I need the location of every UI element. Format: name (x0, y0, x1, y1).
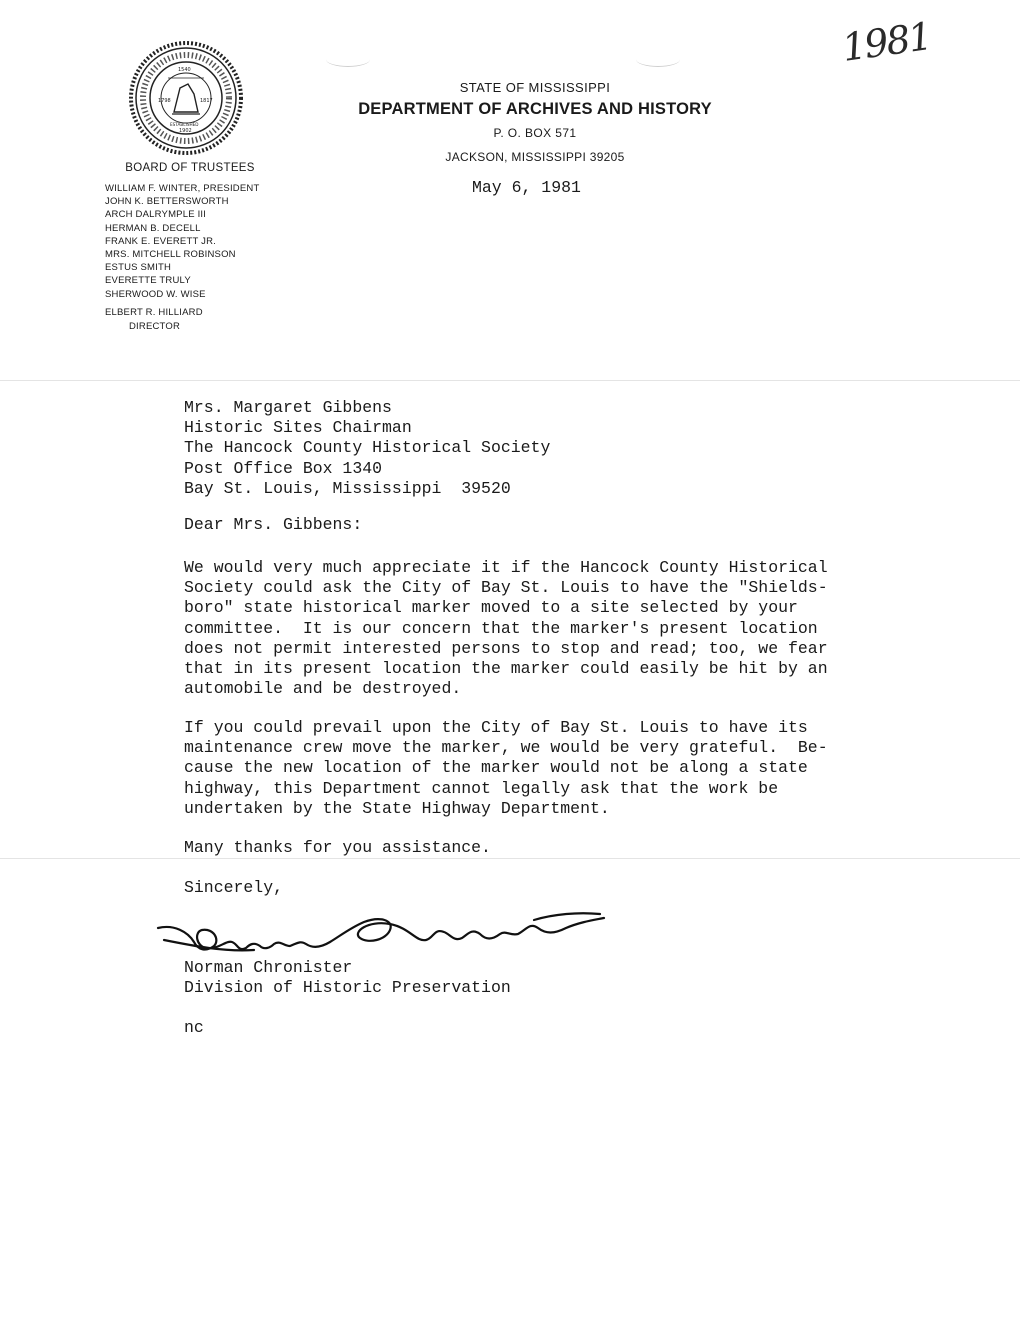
letter-date: May 6, 1981 (472, 178, 581, 197)
address-line: Mrs. Margaret Gibbens (184, 398, 392, 417)
svg-text:1540: 1540 (178, 67, 191, 73)
paper-fold-line (0, 858, 1020, 859)
paragraph-line: highway, this Department cannot legally ask that the work be (184, 778, 779, 798)
svg-text:1798: 1798 (158, 98, 171, 104)
closing: Sincerely, (184, 878, 284, 897)
director-title: DIRECTOR (129, 321, 181, 332)
address-line: Bay St. Louis, Mississippi 39520 (184, 478, 511, 498)
svg-text:1902: 1902 (179, 128, 192, 134)
handwritten-signature (154, 906, 608, 962)
letterhead-department: DEPARTMENT OF ARCHIVES AND HISTORY (358, 100, 712, 118)
trustee-name: HERMAN B. DECELL (105, 222, 201, 234)
handwritten-year-note: 1981 (839, 14, 934, 70)
trustee-name: ARCH DALRYMPLE III (105, 209, 207, 221)
address-line: Post Office Box 1340 (184, 458, 383, 478)
svg-text:ESTABLISHED: ESTABLISHED (170, 122, 199, 127)
recipient-address (184, 398, 550, 499)
trustee-name: MRS. MITCHELL ROBINSON (105, 249, 236, 261)
trustee-name: WILLIAM F. WINTER, PRESIDENT (105, 183, 260, 194)
hole-punch-mark (326, 52, 370, 67)
paragraph-line: We would very much appreciate it if the Hancock County Historical (184, 558, 828, 577)
signer-block (184, 958, 511, 998)
typist-initials: nc (184, 1018, 204, 1037)
address-line: Historic Sites Chairman (184, 418, 412, 438)
trustee-name: EVERETTE TRULY (105, 275, 191, 287)
paragraph-line: does not permit interested persons to stop and read; too, we fear (184, 638, 828, 658)
body-paragraph-1 (184, 558, 828, 699)
salutation: Dear Mrs. Gibbens: (184, 515, 363, 534)
signer-title: Division of Historic Preservation (184, 978, 511, 998)
letterhead-po-box: P. O. BOX 571 (493, 126, 577, 140)
paper-fold-line (0, 380, 1020, 381)
svg-text:1817: 1817 (200, 98, 213, 104)
body-paragraph-2 (184, 718, 828, 819)
director-name: ELBERT R. HILLIARD (105, 307, 203, 318)
paragraph-line: maintenance crew move the marker, we would be very grateful. Be- (184, 738, 828, 758)
paragraph-line: boro" state historical marker moved to a site selected by your (184, 598, 798, 618)
board-of-trustees-heading: BOARD OF TRUSTEES (125, 162, 255, 174)
trustee-name: FRANK E. EVERETT JR. (105, 235, 216, 247)
trustee-name: ESTUS SMITH (105, 262, 172, 274)
paragraph-line: cause the new location of the marker would not be along a state (184, 758, 808, 778)
state-archives-seal-icon (128, 40, 244, 156)
paragraph-line: committee. It is our concern that the marker's present location (184, 618, 818, 638)
trustee-name: JOHN K. BETTERSWORTH (105, 196, 229, 208)
trustees-list (105, 182, 259, 301)
letterhead-city: JACKSON, MISSISSIPPI 39205 (445, 150, 625, 164)
letterhead-state: STATE OF MISSISSIPPI (459, 80, 611, 95)
trustee-name: SHERWOOD W. WISE (105, 288, 206, 300)
signer-name: Norman Chronister (184, 958, 353, 977)
paragraph-line: that in its present location the marker could easily be hit by an (184, 659, 828, 679)
paragraph-line: If you could prevail upon the City of Bay St. Louis to have its (184, 718, 808, 737)
paragraph-line: automobile and be destroyed. (184, 679, 462, 699)
thanks-line: Many thanks for you assistance. (184, 838, 491, 857)
hole-punch-mark (636, 52, 680, 67)
paragraph-line: Society could ask the City of Bay St. Louis to have the "Shields- (184, 578, 828, 598)
paragraph-line: undertaken by the State Highway Department. (184, 798, 610, 818)
address-line: The Hancock County Historical Society (184, 438, 551, 458)
